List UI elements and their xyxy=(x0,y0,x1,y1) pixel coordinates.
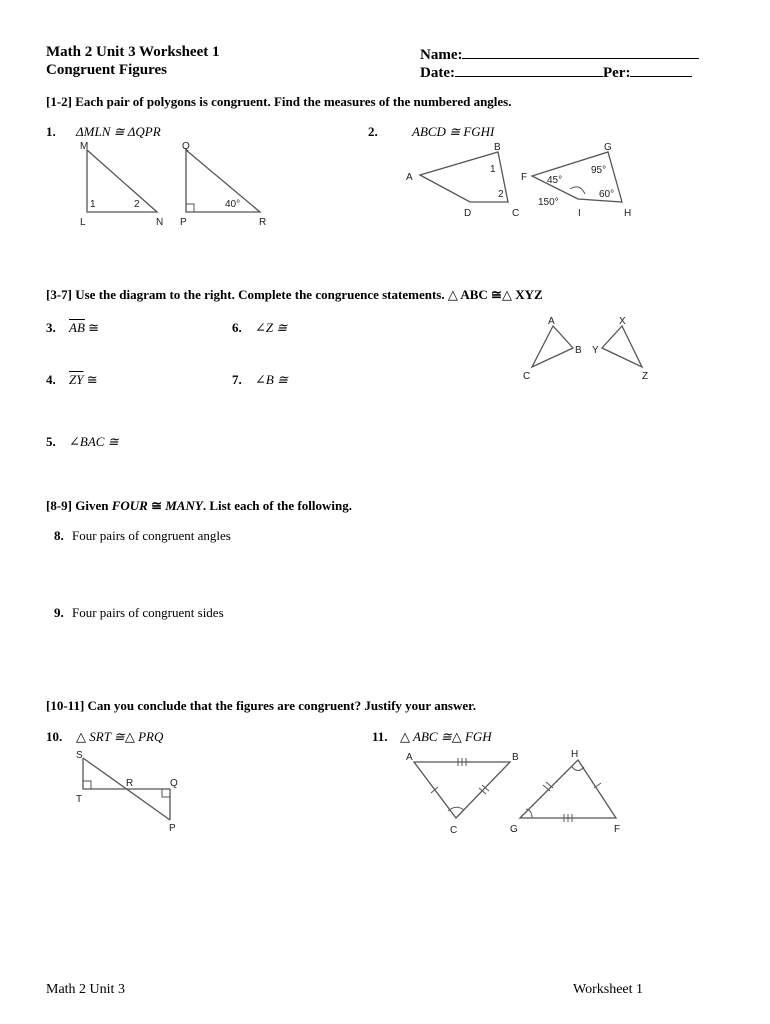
date-label: Date: xyxy=(420,65,455,81)
q8-number: 8. xyxy=(54,528,64,543)
label-B: B xyxy=(512,752,519,763)
question-7 xyxy=(232,372,288,388)
question-8 xyxy=(54,528,231,544)
label-G: G xyxy=(510,824,518,835)
q11-figure xyxy=(398,746,638,842)
section4-instruction: [10-11] Can you conclude that the figures are congruent? Justify your answer. xyxy=(46,698,476,713)
q2-number: 2. xyxy=(368,124,378,139)
triangle-abc xyxy=(414,762,510,818)
label-Q: Q xyxy=(182,141,190,152)
label-D: D xyxy=(464,208,472,219)
label-Y: Y xyxy=(592,345,599,356)
date-field[interactable] xyxy=(420,62,692,82)
triangle-qpr xyxy=(186,150,260,212)
right-angle-t xyxy=(83,781,91,789)
label-T: T xyxy=(76,794,83,805)
angle-45-label: 45° xyxy=(547,175,563,186)
q3-symbol: ≅ xyxy=(84,320,100,335)
label-Q: Q xyxy=(170,778,178,789)
label-C: C xyxy=(512,208,520,219)
triangle-fgh xyxy=(520,760,616,818)
angle-40-label: 40° xyxy=(225,199,241,210)
q8-text: Four pairs of congruent angles xyxy=(72,528,231,543)
section1-instruction: [1-2] Each pair of polygons is congruent. Find the measures of the numbered angles. xyxy=(46,94,512,109)
label-N: N xyxy=(156,217,164,228)
label-L: L xyxy=(80,217,86,228)
label-C: C xyxy=(450,825,458,836)
label-C: C xyxy=(523,371,531,382)
label-X: X xyxy=(619,316,626,327)
label-B: B xyxy=(575,345,582,356)
q10-figure xyxy=(70,746,190,838)
q11-number: 11. xyxy=(372,729,388,744)
label-G: G xyxy=(604,142,612,153)
label-P: P xyxy=(180,217,187,228)
angle-1-label: 1 xyxy=(90,199,96,210)
q4-symbol: ≅ xyxy=(83,372,98,387)
question-4 xyxy=(46,372,98,388)
q2-figure xyxy=(402,136,642,232)
label-H: H xyxy=(624,208,632,219)
worksheet-subtitle: Congruent Figures xyxy=(46,62,167,78)
label-M: M xyxy=(80,141,89,152)
label-A: A xyxy=(406,172,413,183)
right-angle-marker xyxy=(186,204,194,212)
label-P: P xyxy=(169,823,176,834)
label-Z: Z xyxy=(642,371,649,382)
label-F: F xyxy=(521,172,528,183)
question-5 xyxy=(46,434,119,450)
label-A: A xyxy=(548,316,555,327)
section3-suffix: . List each of the following. xyxy=(202,498,352,513)
footer-right: Worksheet 1 xyxy=(573,982,644,997)
q1-statement: ΔMLN ≅ ΔQPR xyxy=(76,124,161,139)
q6-number: 6. xyxy=(232,320,242,335)
section3-congruent: ≅ xyxy=(147,498,166,513)
triangle-mln xyxy=(87,150,157,212)
q11-statement: △ ABC ≅△ FGH xyxy=(400,729,492,744)
q1-number: 1. xyxy=(46,124,56,139)
triangle-abc xyxy=(532,326,573,367)
q9-number: 9. xyxy=(54,605,64,620)
name-line[interactable] xyxy=(462,44,699,59)
q4-segment: $\overline{ZY}$ xyxy=(69,372,84,387)
name-field[interactable] xyxy=(420,44,699,64)
footer-left: Math 2 Unit 3 xyxy=(46,982,125,997)
angle-60-label: 60° xyxy=(599,189,615,200)
question-3 xyxy=(46,320,99,336)
q3-number: 3. xyxy=(46,320,56,335)
label-B: B xyxy=(494,142,501,153)
q3-segment: $\overline{AB}$ xyxy=(69,320,85,335)
abc-xyz-figure xyxy=(518,312,658,384)
per-label: Per: xyxy=(602,65,631,81)
q10-statement: △ SRT ≅△ PRQ xyxy=(76,729,164,744)
quad-abcd xyxy=(420,152,508,202)
section3-prefix: [8-9] Given xyxy=(46,498,112,513)
angle-1-label: 1 xyxy=(490,164,496,175)
question-9 xyxy=(54,605,224,621)
angle-2-label: 2 xyxy=(498,189,504,200)
q1-figure xyxy=(70,136,280,232)
section3-instruction xyxy=(46,498,352,514)
q7-text: ∠B ≅ xyxy=(255,372,288,387)
q10-number: 10. xyxy=(46,729,63,744)
section3-many: MANY xyxy=(165,498,203,513)
question-6 xyxy=(232,320,287,336)
label-R: R xyxy=(259,217,267,228)
label-R: R xyxy=(126,778,134,789)
label-S: S xyxy=(76,750,83,761)
q9-text: Four pairs of congruent sides xyxy=(72,605,224,620)
q7-number: 7. xyxy=(232,372,242,387)
q5-number: 5. xyxy=(46,434,56,449)
section2-instruction: [3-7] Use the diagram to the right. Complete the congruence statements. △ ABC ≅△ XYZ xyxy=(46,287,543,302)
q2-statement: ABCD ≅ FGHI xyxy=(412,124,495,139)
angle-2-label: 2 xyxy=(134,199,140,210)
date-line[interactable] xyxy=(455,62,603,77)
name-label: Name: xyxy=(420,47,463,63)
section3-four: FOUR xyxy=(111,498,148,513)
angle-95-label: 95° xyxy=(591,165,607,176)
angle-150-label: 150° xyxy=(538,197,559,208)
triangle-xyz xyxy=(602,326,642,367)
label-F: F xyxy=(614,824,621,835)
q6-text: ∠Z ≅ xyxy=(255,320,288,335)
label-I: I xyxy=(578,208,581,219)
right-angle-q xyxy=(162,789,170,797)
q4-number: 4. xyxy=(46,372,56,387)
per-line[interactable] xyxy=(630,62,692,77)
label-A: A xyxy=(406,752,413,763)
label-H: H xyxy=(571,749,579,760)
q5-text: ∠BAC ≅ xyxy=(69,434,119,449)
angle-arc-150 xyxy=(570,187,585,194)
worksheet-title: Math 2 Unit 3 Worksheet 1 xyxy=(46,44,220,60)
